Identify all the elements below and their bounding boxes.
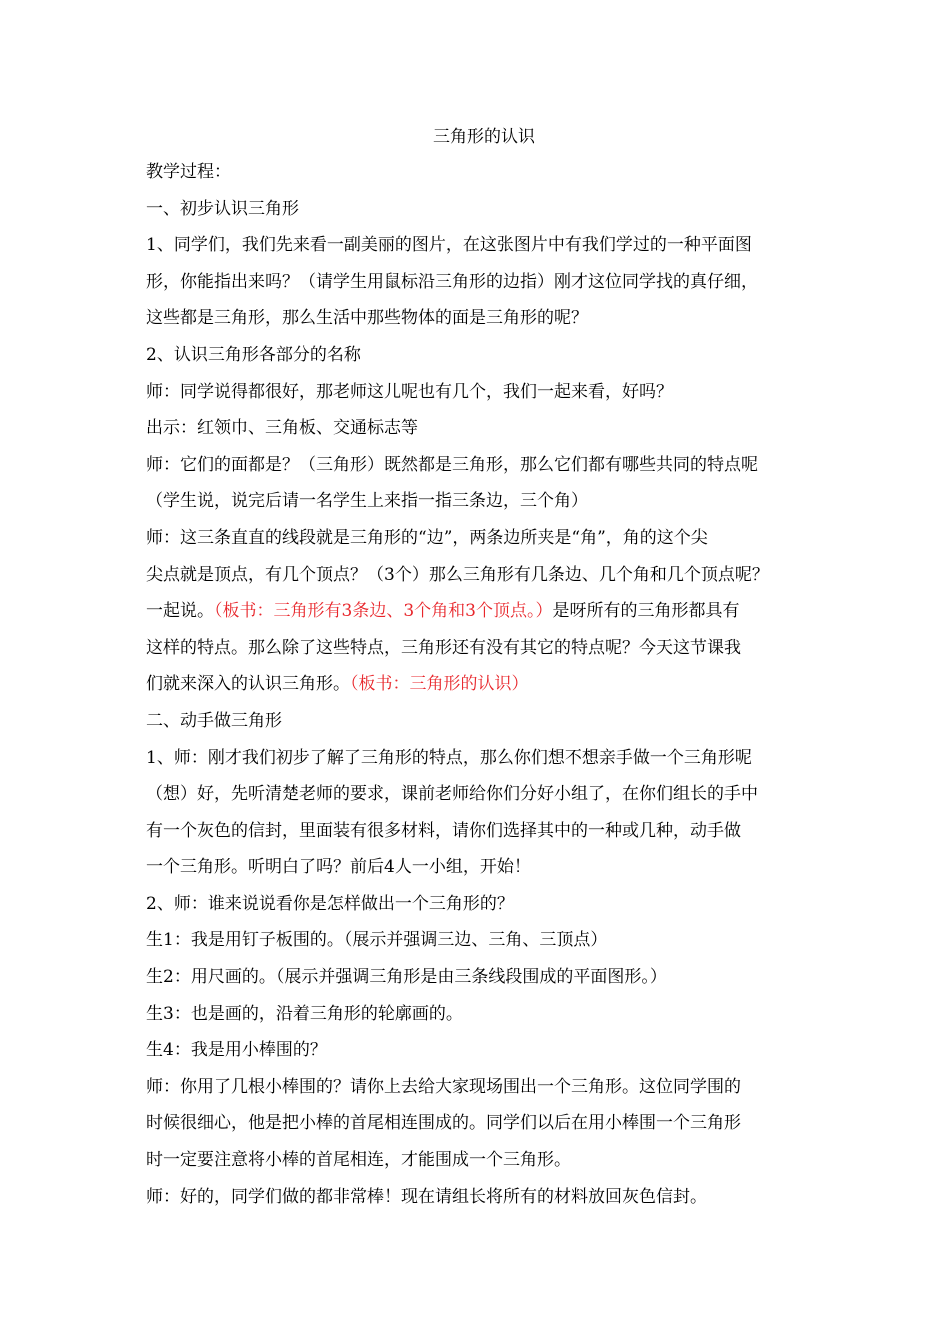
document-body	[146, 121, 822, 1215]
paragraph-line: 师：你用了几根小棒围的？请你上去给大家现场围出一个三角形。这位同学围的	[146, 1076, 741, 1097]
paragraph-line: 师：这三条直直的线段就是三角形的“边”，两条边所夹是“角”，角的这个尖	[146, 527, 708, 548]
paragraph-line: 尖点就是顶点，有几个顶点？（3个）那么三角形有几条边、几个角和几个顶点呢？	[146, 564, 769, 585]
paragraph-line: 师：它们的面都是？（三角形）既然都是三角形，那么它们都有哪些共同的特点呢	[146, 454, 758, 475]
paragraph-line: 这些都是三角形，那么生活中那些物体的面是三角形的呢？	[146, 308, 588, 329]
paragraph-line	[146, 593, 822, 630]
document-title: 三角形的认识	[433, 127, 535, 147]
paragraph-line: 1、师：刚才我们初步了解了三角形的特点，那么你们想不想亲手做一个三角形呢	[146, 747, 752, 768]
blackboard-note: （板书：三角形的认识）	[350, 674, 529, 695]
paragraph-line: 时一定要注意将小棒的首尾相连，才能围成一个三角形。	[146, 1150, 571, 1171]
paragraph-line: 出示：红领巾、三角板、交通标志等	[146, 418, 418, 439]
paragraph-line: 形，你能指出来吗？（请学生用鼠标沿三角形的边指）刚才这位同学找的真仔细，	[146, 271, 758, 292]
paragraph-line: 一个三角形。听明白了吗？前后4人一小组，开始！	[146, 857, 531, 878]
paragraph-line: 教学过程：	[146, 162, 231, 182]
paragraph-line: （学生说，说完后请一名学生上来指一指三条边，三个角）	[146, 491, 588, 512]
paragraph-line: 生1：我是用钉子板围的。（展示并强调三边、三角、三顶点）	[146, 930, 608, 951]
paragraph-line: 师：好的，同学们做的都非常棒！现在请组长将所有的材料放回灰色信封。	[146, 1186, 707, 1207]
line-text: 们就来深入的认识三角形。	[146, 674, 350, 695]
paragraph-line: 1、同学们，我们先来看一副美丽的图片，在这张图片中有我们学过的一种平面图	[146, 235, 752, 256]
paragraph-line: 时候很细心，他是把小棒的首尾相连围成的。同学们以后在用小棒围一个三角形	[146, 1113, 741, 1134]
section-heading: 二、动手做三角形	[146, 710, 282, 731]
line-text: 是呀所有的三角形都具有	[552, 601, 740, 622]
blackboard-note: （板书：三角形有3条边、3个角和3个顶点。）	[214, 601, 553, 622]
paragraph-line: 生3：也是画的，沿着三角形的轮廓画的。	[146, 1003, 463, 1024]
paragraph-line: （想）好，先听清楚老师的要求，课前老师给你们分好小组了，在你们组长的手中	[146, 784, 758, 805]
line-text: 一起说。	[146, 601, 214, 622]
section-heading: 一、初步认识三角形	[146, 198, 299, 219]
paragraph-line: 有一个灰色的信封，里面装有很多材料，请你们选择其中的一种或几种，动手做	[146, 820, 741, 841]
paragraph-line: 生2：用尺画的。（展示并强调三角形是由三条线段围成的平面图形。）	[146, 967, 667, 988]
paragraph-line: 这样的特点。那么除了这些特点，三角形还有没有其它的特点呢？今天这节课我	[146, 637, 741, 658]
paragraph-line	[146, 666, 822, 703]
paragraph-line: 2、师：谁来说说看你是怎样做出一个三角形的？	[146, 893, 514, 914]
paragraph-line: 生4：我是用小棒围的？	[146, 1040, 327, 1061]
subsection-heading: 2、认识三角形各部分的名称	[146, 344, 361, 365]
paragraph-line: 师：同学说得都很好，那老师这儿呢也有几个，我们一起来看，好吗？	[146, 381, 673, 402]
